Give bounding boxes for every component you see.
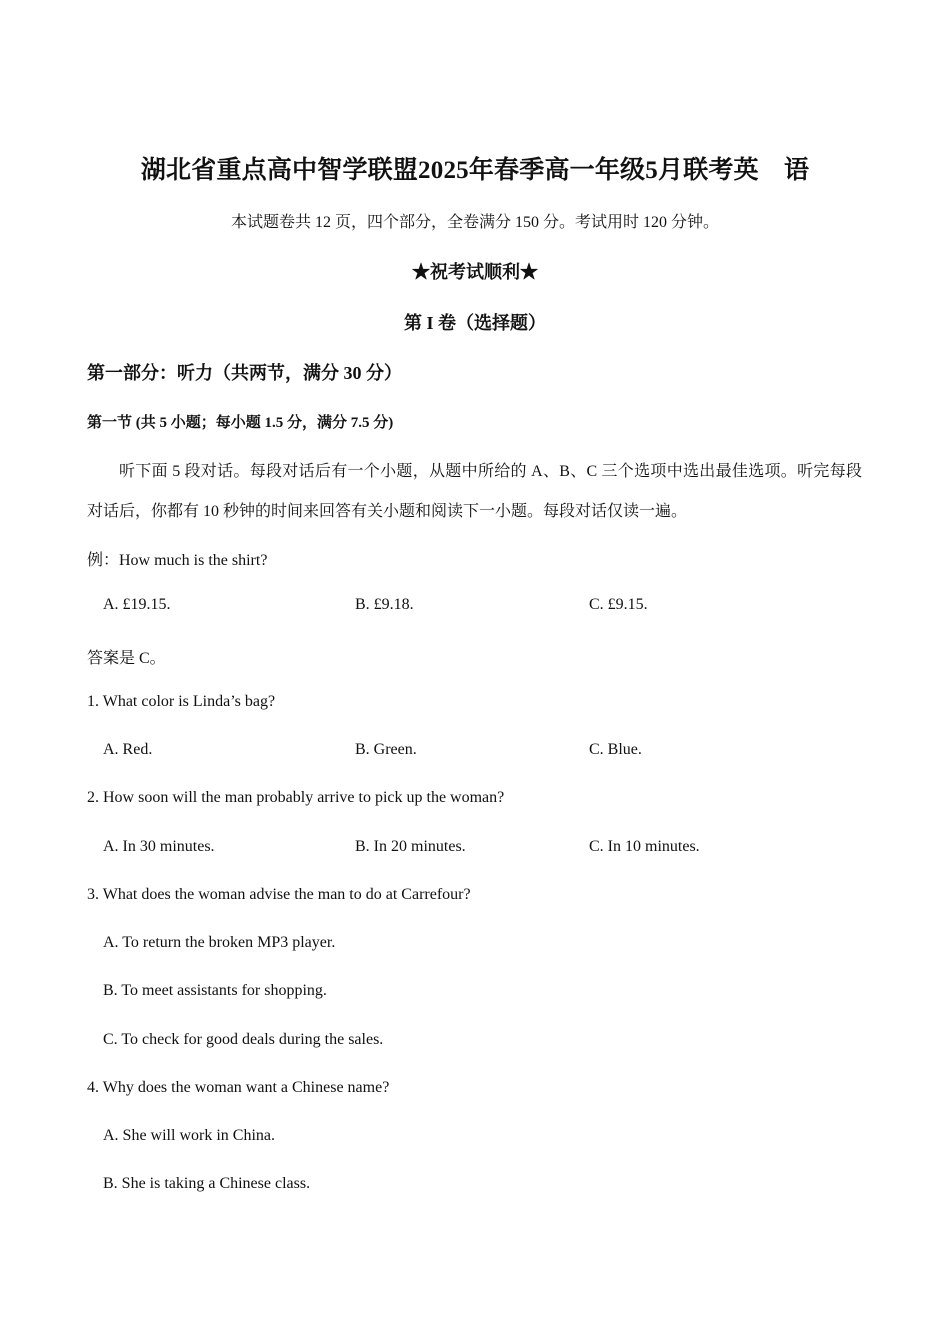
- question-1-option-a: A. Red.: [103, 741, 153, 758]
- question-3-option-a: A. To return the broken MP3 player.: [103, 934, 336, 951]
- example-answer: 答案是 C。: [87, 650, 166, 667]
- exam-info: 本试题卷共 12 页，四个部分，全卷满分 150 分。考试用时 120 分钟。: [230, 214, 719, 231]
- example-option-a: A. £19.15.: [103, 596, 171, 613]
- question-3-option-c: C. To check for good deals during the sales.: [103, 1031, 384, 1048]
- example-option-b: B. £9.18.: [355, 596, 414, 613]
- question-3: 3. What does the woman advise the man to do at Carrefour?: [87, 886, 471, 903]
- example-question: 例：How much is the shirt?: [87, 552, 268, 569]
- question-1: 1. What color is Linda’s bag?: [87, 693, 276, 710]
- example-option-c: C. £9.15.: [589, 596, 648, 613]
- question-3-option-b: B. To meet assistants for shopping.: [103, 982, 327, 999]
- question-4-option-a: A. She will work in China.: [103, 1127, 275, 1144]
- exam-title: 湖北省重点高中智学联盟2025年春季高一年级5月联考英 语: [140, 157, 810, 184]
- part-one-heading: 第一部分：听力（共两节，满分 30 分）: [87, 363, 402, 383]
- question-4-option-b: B. She is taking a Chinese class.: [103, 1175, 311, 1192]
- blessing-line: ★祝考试顺利★: [412, 262, 538, 282]
- volume-heading: 第 I 卷（选择题）: [403, 313, 546, 333]
- listening-instructions: 听下面 5 段对话。每段对话后有一个小题，从题中所给的 A、B、C 三个选项中选出最佳选项。听完每段对话后，你都有 10 秒钟的时间来回答有关小题和阅读下一小题。每段对话仅读一遍。: [87, 463, 862, 520]
- section-one-heading: 第一节 (共 5 小题；每小题 1.5 分，满分 7.5 分): [87, 415, 394, 431]
- question-2-option-c: C. In 10 minutes.: [589, 838, 700, 855]
- question-4: 4. Why does the woman want a Chinese name?: [87, 1079, 390, 1096]
- question-2-option-b: B. In 20 minutes.: [355, 838, 466, 855]
- question-2: 2. How soon will the man probably arrive to pick up the woman?: [87, 789, 505, 806]
- question-1-option-c: C. Blue.: [589, 741, 642, 758]
- question-2-option-a: A. In 30 minutes.: [103, 838, 215, 855]
- question-1-option-b: B. Green.: [355, 741, 417, 758]
